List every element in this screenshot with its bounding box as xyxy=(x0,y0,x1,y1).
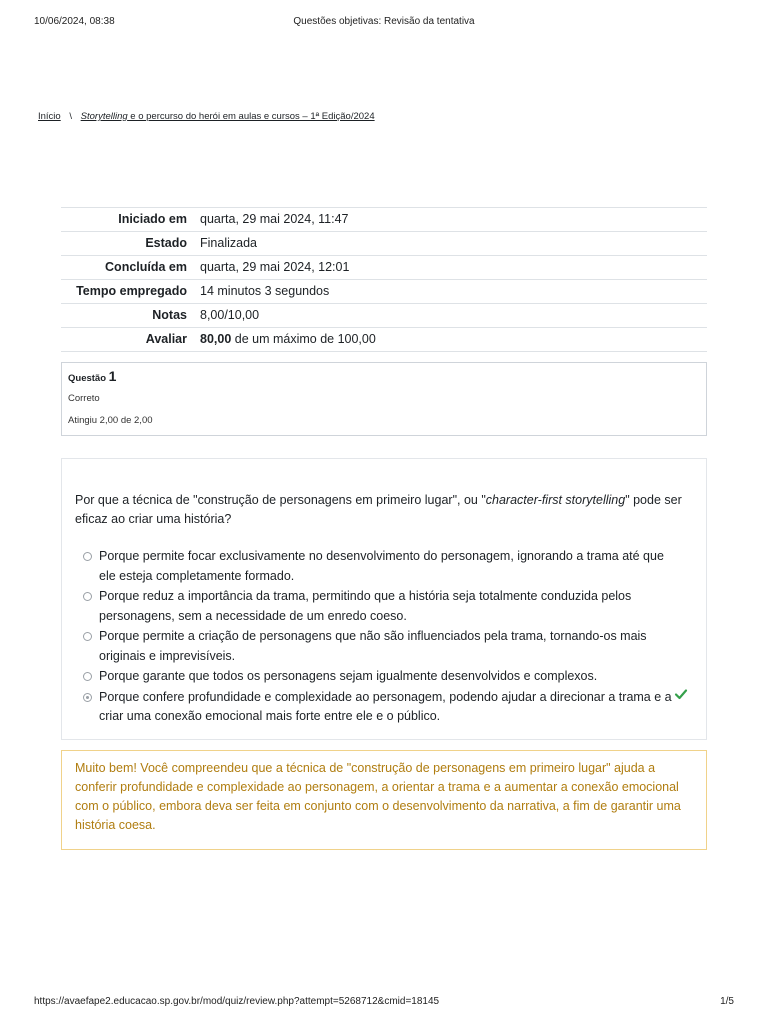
summary-label: Estado xyxy=(145,236,187,250)
summary-value xyxy=(200,328,707,352)
question-prefix: Questão xyxy=(68,373,107,384)
summary-row-completed xyxy=(61,256,707,280)
breadcrumb-course-italic: Storytelling xyxy=(80,111,128,122)
summary-value: 14 minutos 3 segundos xyxy=(200,284,330,298)
summary-grade-value: 80,00 xyxy=(200,332,232,346)
question-state: Correto xyxy=(68,393,100,404)
print-page-title: Questões objetivas: Revisão da tentativa xyxy=(293,16,475,27)
radio-button[interactable] xyxy=(83,672,92,681)
question-text xyxy=(75,491,695,529)
question-content-box xyxy=(61,458,707,740)
answer-option[interactable] xyxy=(81,627,681,666)
breadcrumb-course-rest: e o percurso do herói em aulas e cursos – 1ª Edição/2024 xyxy=(127,111,375,122)
print-footer xyxy=(34,996,734,1010)
summary-grade-rest: de um máximo de 100,00 xyxy=(231,332,376,346)
answer-option-selected[interactable] xyxy=(81,688,681,727)
check-icon xyxy=(674,687,688,701)
breadcrumb xyxy=(38,111,375,122)
breadcrumb-home-link[interactable]: Início xyxy=(38,111,61,122)
summary-label: Notas xyxy=(152,308,187,322)
answer-option-label: Porque confere profundidade e complexidade ao personagem, podendo ajudar a direcionar a trama e a criar uma conexão emocional mais forte entre ele e o público. xyxy=(99,689,672,723)
feedback-text: Muito bem! Você compreendeu que a técnica de "construção de personagens em primeiro lugar" ajuda a conferir profundidade e complexidade ao personagem, a orientar a trama e a aumentar a conexão emocional com o público, embora deva ser feita em conjunto com o desenvolvimento da narrativa, a fim de garantir uma história coesa. xyxy=(75,761,681,832)
summary-value: quarta, 29 mai 2024, 12:01 xyxy=(200,260,350,274)
answer-option-label: Porque reduz a importância da trama, permitindo que a história seja totalmente conduzida pelos personagens, sem a necessidade de um enredo coeso. xyxy=(99,589,632,623)
question-text-part1: Por que a técnica de "construção de personagens em primeiro lugar", ou " xyxy=(75,493,486,507)
question-grade: Atingiu 2,00 de 2,00 xyxy=(68,415,153,426)
summary-label: Avaliar xyxy=(145,332,187,346)
answer-options xyxy=(81,547,681,728)
attempt-summary-table xyxy=(61,207,707,352)
question-text-part2: " pode ser eficaz ao criar uma história? xyxy=(75,493,682,526)
answer-option[interactable] xyxy=(81,547,681,586)
summary-row-grade xyxy=(61,328,707,352)
radio-button[interactable] xyxy=(83,592,92,601)
feedback-box xyxy=(61,750,707,850)
question-number xyxy=(68,368,116,384)
question-text-italic: character-first storytelling xyxy=(485,493,626,507)
radio-button[interactable] xyxy=(83,632,92,641)
print-header xyxy=(34,16,734,30)
answer-option-label: Porque permite focar exclusivamente no desenvolvimento do personagem, ignorando a trama até que ele esteja completamente formado. xyxy=(99,549,664,583)
answer-option[interactable] xyxy=(81,587,681,626)
summary-label: Iniciado em xyxy=(118,212,187,226)
summary-value: 8,00/10,00 xyxy=(200,308,260,322)
radio-button-checked[interactable] xyxy=(83,693,92,702)
radio-button[interactable] xyxy=(83,552,92,561)
answer-option-label: Porque permite a criação de personagens que não são influenciados pela trama, tornando-os mais originais e imprevisíveis. xyxy=(99,629,647,663)
print-datetime: 10/06/2024, 08:38 xyxy=(34,16,115,27)
print-page-number: 1/5 xyxy=(720,996,734,1007)
question-info-box xyxy=(61,362,707,436)
summary-value: quarta, 29 mai 2024, 11:47 xyxy=(200,212,349,226)
answer-option-label: Porque garante que todos os personagens sejam igualmente desenvolvidos e complexos. xyxy=(99,669,598,683)
breadcrumb-separator: \ xyxy=(69,111,72,122)
summary-row-started xyxy=(61,208,707,232)
summary-row-time-taken xyxy=(61,280,707,304)
summary-label: Concluída em xyxy=(105,260,187,274)
breadcrumb-course-link[interactable] xyxy=(81,111,375,122)
summary-row-marks xyxy=(61,304,707,328)
print-url: https://avaefape2.educacao.sp.gov.br/mod/quiz/review.php?attempt=5268712&cmid=18145 xyxy=(34,996,440,1007)
summary-row-state xyxy=(61,232,707,256)
question-number-value: 1 xyxy=(108,368,117,384)
summary-label: Tempo empregado xyxy=(76,284,187,298)
summary-value: Finalizada xyxy=(200,236,257,250)
answer-option[interactable] xyxy=(81,667,681,687)
